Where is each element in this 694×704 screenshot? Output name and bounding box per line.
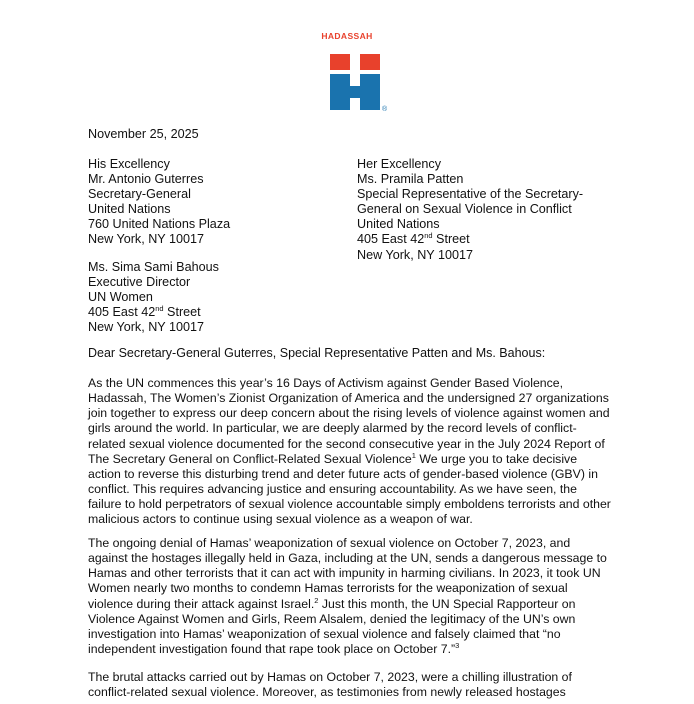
address-line: United Nations xyxy=(357,217,440,232)
paragraph-1: As the UN commences this year’s 16 Days of Activism against Gender Based Violence, Hadassah, The Women’s Zionist Organization of America and the undersigned 27 organizations join together to express our deep concern about the rising levels of violence against women and girls around the world. In particular, we are deeply alarmed by the record levels of conflict- related sexual violence documented for the second consecutive year in the July 2024 Report of The Secretary General on Conflict-Related Sexual Violence$^1$ We urge you to take decisive action to reverse this disturbing trend and deter future acts of gender-based violence (GBV) in conflict. This requires advancing justice and ensuring accountability. As we have seen, the failure to hold perpetrators of sexual violence accountable simply emboldens terrorists and other malicious actors to continue using sexual violence as a weapon of war. xyxy=(88,376,611,527)
paragraph-3: The brutal attacks carried out by Hamas on October 7, 2023, were a chilling illustration of conflict-related sexual violence. Moreover, as testimonies from newly released hostages xyxy=(88,670,572,700)
address-line: Special Representative of the Secretary- xyxy=(357,187,584,202)
recipient-bahous xyxy=(88,260,219,335)
hadassah-logo-icon xyxy=(330,54,390,112)
address-line: His Excellency xyxy=(88,157,170,171)
address-line: UN Women xyxy=(88,290,153,305)
address-line: Ms. Pramila Patten xyxy=(357,172,464,187)
letter-date: November 25, 2025 xyxy=(88,127,199,141)
letterhead-brand: HADASSAH xyxy=(321,31,373,41)
address-line: Executive Director xyxy=(88,275,191,290)
registered-mark: ® xyxy=(382,106,388,112)
recipient-patten xyxy=(357,157,583,263)
address-line: New York, NY 10017 xyxy=(88,232,204,247)
salutation: Dear Secretary-General Guterres, Special Representative Patten and Ms. Bahous: xyxy=(88,346,546,360)
address-line: United Nations xyxy=(88,202,171,217)
address-line: New York, NY 10017 xyxy=(88,320,204,335)
footnote-ref: 2 xyxy=(314,595,319,605)
address-line: Her Excellency xyxy=(357,157,441,171)
address-line: 405 East 42nd Street xyxy=(357,231,470,247)
recipient-guterres xyxy=(88,157,230,248)
address-line: 760 United Nations Plaza xyxy=(88,217,231,232)
footnote-ref: 1 xyxy=(411,450,416,460)
paragraph-2: The ongoing denial of Hamas’ weaponization of sexual violence on October 7, 2023, and against the hostages illegally held in Gaza, including at the UN, sends a dangerous message to Hamas and other terrorists that it can act with impunity in harming civilians. In 2023, it took UN Women nearly two months to condemn Hamas terrorists for the weaponization of sexual violence during their attack against Israel.$^2$ Just this month, the UN Special Rapporteur on Violence Against Women and Girls, Reem Alsalem, denied the legitimacy of the UN’s own investigation into Hamas’ weaponization of sexual violence and falsely claimed that “no independent investigation found that rape took place on October 7.”$^3$ xyxy=(88,536,607,657)
address-line: New York, NY 10017 xyxy=(357,247,473,262)
address-line: Secretary-General xyxy=(88,187,191,202)
footnote-ref: 3 xyxy=(455,641,460,650)
address-line: Mr. Antonio Guterres xyxy=(88,172,204,187)
address-line: 405 East 42nd Street xyxy=(88,304,201,320)
address-line: Ms. Sima Sami Bahous xyxy=(88,260,219,274)
address-line: General on Sexual Violence in Conflict xyxy=(357,202,572,217)
